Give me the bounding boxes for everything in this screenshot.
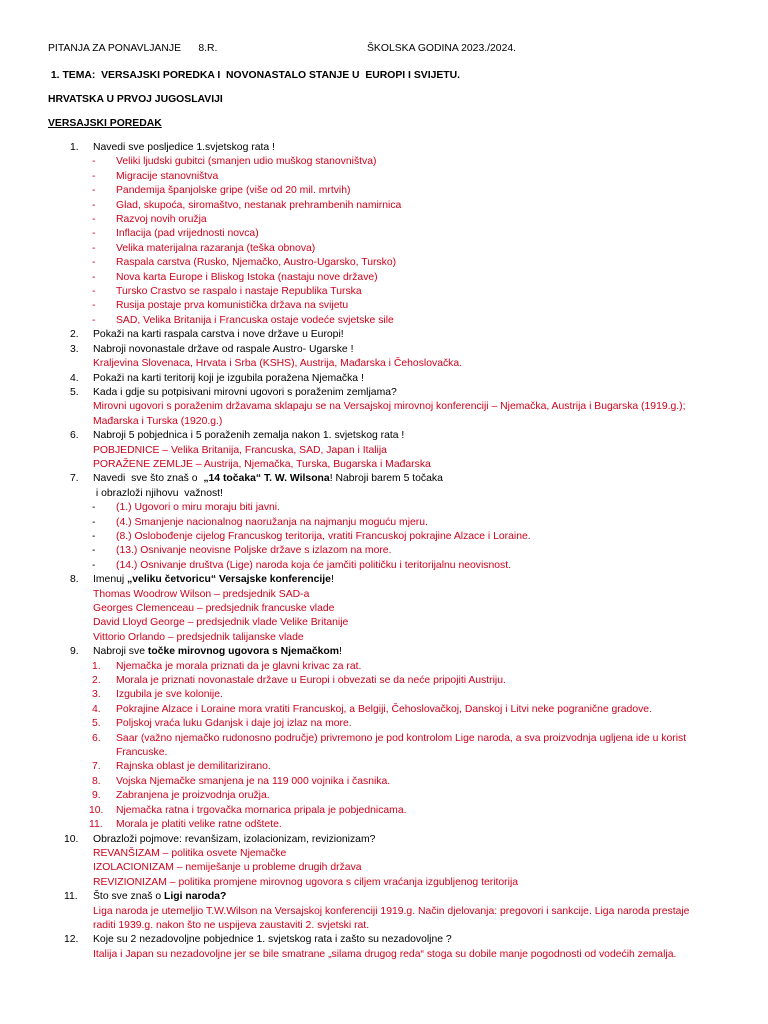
question-10 [48,833,738,847]
answer-text: IZOLACIONIZAM – nemiješanje u probleme drugih država [93,862,362,874]
list-item [48,818,738,832]
list-item [48,271,738,285]
dash-marker: - [92,545,96,557]
list-item-text: Poljskoj vraća luku Gdanjsk i daje joj izlaz na more. [116,718,352,730]
list-item [48,688,738,702]
answer-text: Georges Clemenceau – predsjednik francuske vlade [93,603,335,614]
question-8 [48,573,738,587]
list-item-text: Glad, skupoća, siromaštvo, nestanak prehrambenih namirnica [116,199,402,211]
list-item-number: 6. [92,732,101,744]
list-item-text: (8.) Oslobođenje cijelog Francuskog teritorija, vratiti Francuskoj pokrajine Alzace i Loraine. [116,530,531,542]
answer-text: Italija i Japan su nezadovoljne jer se bile smatrane „silama drugog reda“ stoga su dobile manje pogodnosti od vodećih zemalja. [93,948,677,960]
question-12 [48,933,738,947]
question-number: 4. [70,372,79,384]
dash-marker: - [92,214,96,226]
list-item [48,516,738,530]
q1-answer-list [48,155,738,328]
list-item [48,314,738,328]
question-number: 7. [70,473,79,485]
question-number: 5. [70,386,79,398]
answer-text: Mirovni ugovori s poraženim državama sklapaju se na Versajskoj mirovnoj konferenciji – Njemačka, Austrija i Bugarska (1919.g.); [93,401,686,413]
dash-marker: - [92,502,96,514]
answer-text: raditi 1939.g. nakon što ne uspijeva zaustaviti 2. svjetski rat. [93,919,370,931]
question-2 [48,328,738,342]
question-11 [48,890,738,904]
list-item [48,170,738,184]
list-item [48,544,738,558]
list-item-text: (14.) Osnivanje društva (Lige) naroda koja će jamčiti političku i teritorijalnu neovisnost. [116,559,512,571]
list-item-text: Izgubila je sve kolonije. [116,689,223,701]
list-item-number: 9. [92,790,101,802]
list-item [48,660,738,674]
list-item [48,717,738,731]
answer-text: Mađarska i Turska (1920.g.) [93,415,223,427]
list-item [48,184,738,198]
question-text-bold: Ligi naroda? [164,891,227,903]
list-item-text: Razvoj novih oružja [116,214,207,226]
q7-answer-list [48,501,738,573]
header-left: PITANJA ZA PONAVLJANJE 8.R. [48,43,218,54]
dash-marker: - [92,516,96,528]
question-text: Nabroji 5 pobjednica i 5 poraženih zemalja nakon 1. svjetskog rata ! [93,430,405,442]
question-5 [48,386,738,400]
answer-text: Vittorio Orlando – predsjednik talijanske vlade [93,631,304,643]
list-item-text: Saar (važno njemačko rudonosno područje) privremono je pod kontrolom Lige naroda, a sva proizvodnja ugljena ide u korist [116,732,687,744]
list-item-text: SAD, Velika Britanija i Francuska ostaje vodeće svjetske sile [116,314,394,326]
question-number: 3. [70,343,79,355]
question-text-bold: točke mirovnog ugovora s Njemačkom [147,646,340,658]
list-item [48,674,738,688]
dash-marker: - [92,530,96,542]
list-item-text: Rajnska oblast je demilitarizirano. [116,761,271,773]
list-item [48,530,738,544]
question-number: 8. [70,574,79,586]
list-item-number: 4. [92,703,101,715]
q9-answer-list [48,660,738,833]
question-text: Pokaži na karti raspala carstva i nove države u Europi! [93,329,344,341]
question-text: Nabroji sve [93,646,148,658]
list-item-text: Tursko Crastvo se raspalo i nastaje Republika Turska [116,286,362,298]
subtopic-title: HRVATSKA U PRVOJ JUGOSLAVIJI [48,94,223,105]
topic-title: 1. TEMA: VERSAJSKI POREDKA I NOVONASTALO STANJE U EUROPI I SVIJETU. [48,70,461,81]
question-text: Imenuj [93,574,128,586]
list-item-text: (1.) Ugovori o miru moraju biti javni. [116,502,280,514]
question-text: ! Nabroji barem 5 točaka [329,473,443,485]
list-item-text: Morala je platiti velike ratne odštete. [116,819,282,831]
dash-marker: - [92,156,96,168]
list-item [48,775,738,789]
list-item-text: Migracije stanovništva [116,170,219,182]
dash-marker: - [92,314,96,326]
dash-marker: - [92,300,96,312]
list-item-text: Rusija postaje prva komunistička država na svijetu [116,300,349,312]
dash-marker: - [92,559,96,571]
list-item [48,227,738,241]
question-text: Koje su 2 nezadovoljne pobjednice 1. svjetskog rata i zašto su nezadovoljne ? [93,934,452,946]
list-item [48,199,738,213]
list-item [48,804,738,818]
question-number: 9. [70,646,79,658]
section-title: VERSAJSKI POREDAK [48,118,162,129]
list-item-continuation: Francuske. [116,747,168,759]
list-item [48,242,738,256]
question-1 [48,141,738,155]
question-text: Pokaži na karti teritorij koji je izgubila poražena Njemačka ! [93,372,364,384]
list-item-text: Vojska Njemačke smanjena je na 119 000 vojnika i časnika. [116,775,391,787]
list-item-number: 3. [92,689,101,701]
question-number: 6. [70,430,79,442]
list-item-number: 5. [92,718,101,730]
dash-marker: - [92,286,96,298]
list-item-text: (13.) Osnivanje neovisne Poljske države s izlazom na more. [116,545,392,557]
question-number: 1. [70,142,79,153]
list-item-text: Inflacija (pad vrijednosti novca) [116,228,259,240]
list-item-number: 7. [92,761,101,773]
question-7-line2 [48,487,738,501]
list-item-number: 11. [89,819,103,831]
answer-text: Kraljevina Slovenaca, Hrvata i Srba (KSHS), Austrija, Mađarska i Čehoslovačka. [93,358,463,370]
list-item-number: 10. [89,804,104,816]
question-list [48,141,738,962]
list-item [48,789,738,803]
list-item-number: 1. [92,660,101,672]
list-item-text: Njemačka je morala priznati da je glavni krivac za rat. [116,660,362,672]
list-item-text: Velika materijalna razaranja (teška obnova) [116,242,316,254]
question-number: 12. [64,934,79,946]
list-item [48,155,738,169]
dash-marker: - [92,185,96,197]
answer-text: Liga naroda je utemeljio T.W.Wilson na Versajskoj konferenciji 1919.g. Način djelovanja: pregovori i sankcije. Liga naroda prestaje [93,905,690,917]
list-item-number: 8. [92,775,101,787]
list-item-text: Pandemija španjolske gripe (više od 20 mil. mrtvih) [116,185,351,197]
question-text: Obrazloži pojmove: revanšizam, izolacionizam, revizionizam? [93,833,376,845]
list-item [48,703,738,717]
question-text: Navedi sve što znaš o [93,473,204,485]
question-text: ! [330,574,334,586]
list-item-text: Pokrajine Alzace i Loraine mora vratiti Francuskoj, a Belgiji, Čehoslovačkoj, Danskoj i Litvi neke pogranične gradove. [116,703,652,715]
list-item [48,213,738,227]
question-3 [48,343,738,357]
list-item-text: Raspala carstva (Rusko, Njemačko, Austro-Ugarsko, Tursko) [116,257,397,269]
question-text: Kada i gdje su potpisivani mirovni ugovori s poraženim zemljama? [93,386,397,398]
question-text: Nabroji novonastale države od raspale Austro- Ugarske ! [93,343,354,355]
answer-text: PORAŽENE ZEMLJE – Austrija, Njemačka, Turska, Bugarska i Mađarska [93,458,431,470]
dash-marker: - [92,170,96,182]
dash-marker: - [92,257,96,269]
list-item [48,285,738,299]
list-item [48,299,738,313]
answer-text: David Lloyd George – predsjednik vlade Velike Britanije [93,617,349,629]
question-text: Što sve znaš o [93,891,165,903]
answer-text: Thomas Woodrow Wilson – predsjednik SAD-a [93,588,310,600]
question-text-bold: „14 točaka“ T. W. Wilsona [203,473,330,485]
question-text: ! [339,646,342,658]
dash-marker: - [92,199,96,211]
question-7 [48,472,738,486]
question-6 [48,429,738,443]
question-4 [48,372,738,386]
question-text: i obrazloži njihovu važnost! [93,487,223,499]
question-text-bold: „veliku četvoricu“ Versajske konferencije [127,574,331,586]
question-number: 2. [70,329,79,341]
list-item-text: (4.) Smanjenje nacionalnog naoružanja na najmanju moguću mjeru. [116,516,428,528]
list-item [48,256,738,270]
dash-marker: - [92,271,96,283]
list-item [48,559,738,573]
list-item-text: Morala je priznati novonastale države u Europi i obvezati se da neće pripojiti Austriju. [116,675,506,687]
question-number: 11. [64,891,78,903]
question-number: 10. [64,833,79,845]
answer-text: REVIZIONIZAM – politika promjene mirovnog ugovora s ciljem vraćanja izgubljenog teritorija [93,876,519,888]
list-item [48,760,738,774]
list-item-text: Veliki ljudski gubitci (smanjen udio muškog stanovništva) [116,156,377,168]
question-text: Navedi sve posljedice 1.svjetskog rata ! [93,142,275,153]
list-item [48,732,738,746]
list-item-number: 2. [92,675,101,687]
list-item-text: Njemačka ratna i trgovačka mornarica pripala je pobjednicama. [116,804,407,816]
dash-marker: - [92,228,96,240]
list-item [48,501,738,515]
dash-marker: - [92,242,96,254]
question-9 [48,645,738,659]
list-item-text: Zabranjena je proizvodnja oružja. [116,790,270,802]
answer-text: REVANŠIZAM – politika osvete Njemačke [93,847,287,859]
list-item-text: Nova karta Europe i Bliskog Istoka (nastaju nove države) [116,271,378,283]
answer-text: POBJEDNICE – Velika Britanija, Francuska, SAD, Japan i Italija [93,444,387,456]
header-right: ŠKOLSKA GODINA 2023./2024. [367,43,517,54]
